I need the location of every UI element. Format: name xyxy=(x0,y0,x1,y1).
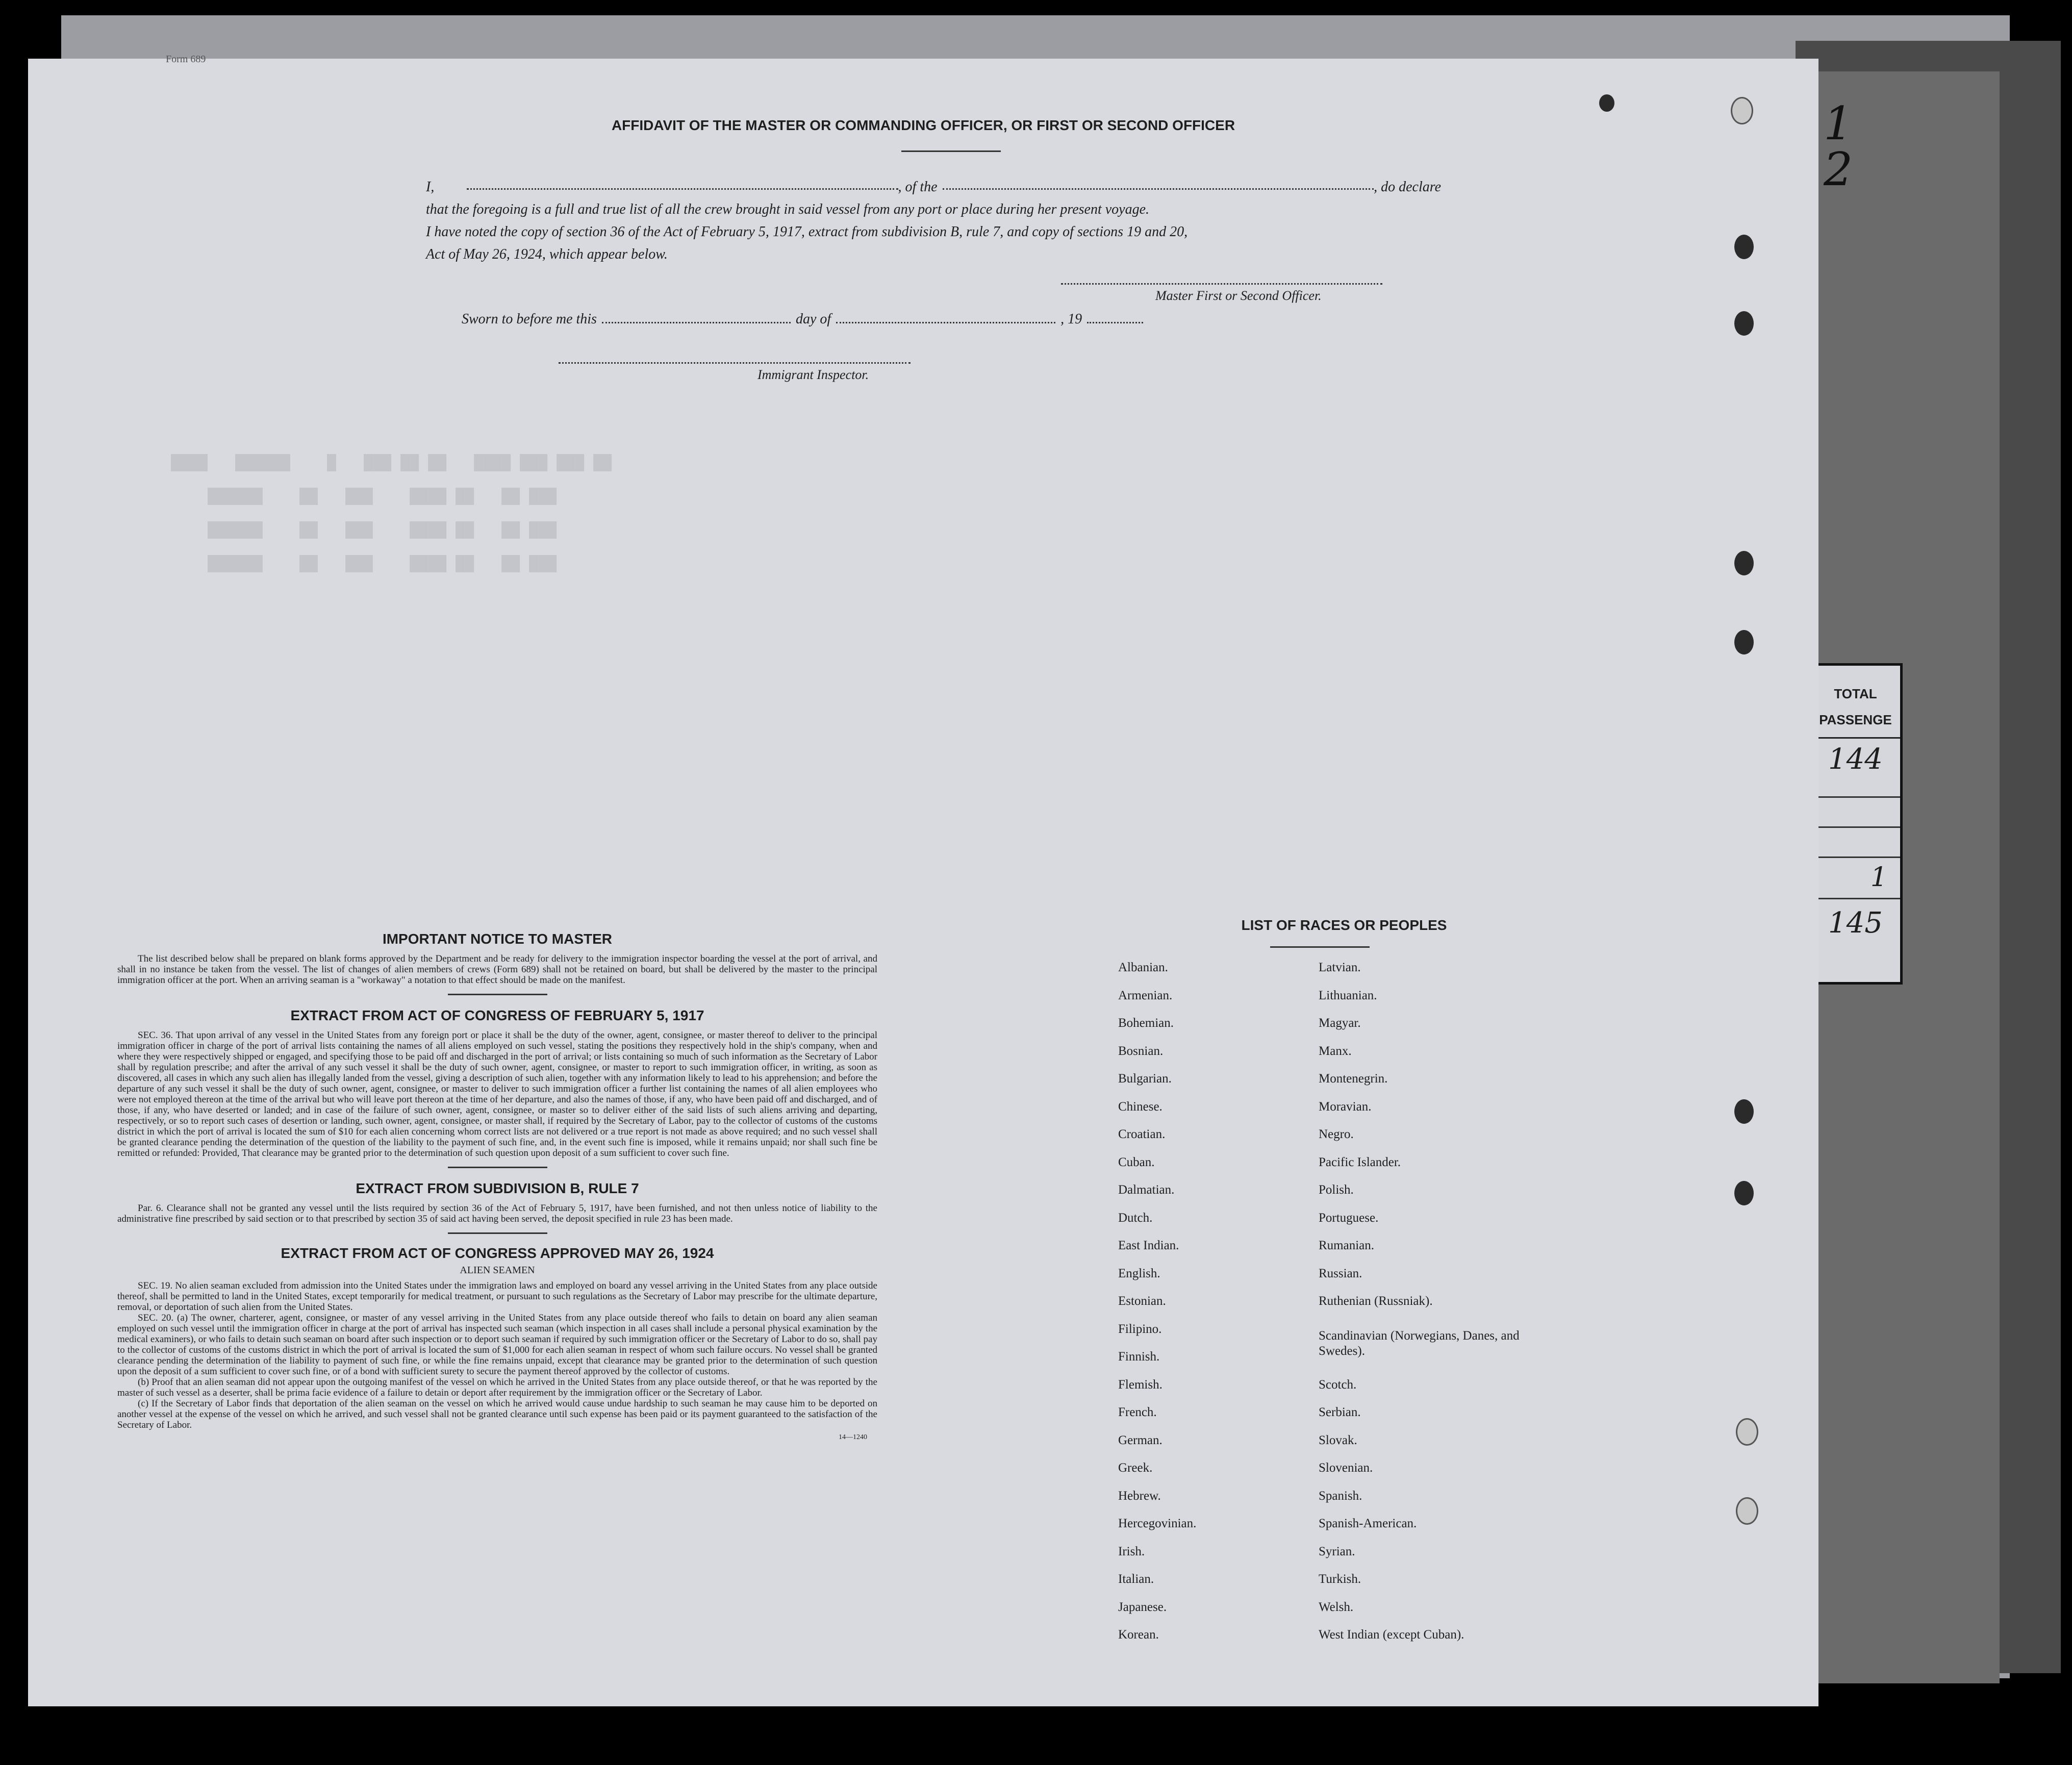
race-item: Scotch. xyxy=(1319,1377,1357,1392)
notices-column xyxy=(117,931,877,1442)
race-item: Finnish. xyxy=(1118,1350,1160,1364)
print-code: 14—1240 xyxy=(839,1433,867,1441)
race-item: Spanish. xyxy=(1319,1489,1362,1503)
race-item: Japanese. xyxy=(1118,1600,1167,1614)
binder-hole-icon xyxy=(1731,97,1753,124)
race-item: Ruthenian (Russniak). xyxy=(1319,1294,1433,1308)
race-item: Portuguese. xyxy=(1319,1211,1379,1225)
extract-1917-title: EXTRACT FROM ACT OF CONGRESS OF FEBRUARY 5, 1917 xyxy=(290,1007,704,1023)
race-item: East Indian. xyxy=(1118,1239,1179,1252)
race-item: Cuban. xyxy=(1118,1155,1155,1169)
race-item: Dutch. xyxy=(1118,1211,1153,1225)
race-item: Chinese. xyxy=(1118,1099,1163,1114)
race-item: Irish. xyxy=(1118,1544,1145,1558)
affidavit-line-4: Act of May 26, 1924, which appear below. xyxy=(426,246,668,262)
race-item: Hercegovinian. xyxy=(1118,1517,1197,1530)
sec20c-text: (c) If the Secretary of Labor finds that deportation of the alien seaman on the vessel on which he arrived would cause undue hardship to such seaman he may cause him to be deported on another vessel at the expense of the vessel on which he arrived, and such vessel shall not be granted clearance until such expense has been paid or its payment guaranteed to the satisfaction of the Secretary of Labor. xyxy=(117,1398,877,1430)
title-rule xyxy=(901,150,1001,152)
binder-hole-icon xyxy=(1734,630,1754,654)
extract-1924-subtitle: ALIEN SEAMEN xyxy=(460,1265,535,1276)
race-item: Dalmatian. xyxy=(1118,1183,1175,1197)
race-item: Lithuanian. xyxy=(1319,988,1377,1002)
race-item: Bohemian. xyxy=(1118,1016,1174,1030)
race-item: Albanian. xyxy=(1118,961,1168,974)
affidavit-line-2: that the foregoing is a full and true list of all the crew brought in said vessel from any port or place during her present voyage. xyxy=(426,201,1150,217)
declarant-name-field[interactable] xyxy=(467,176,898,190)
race-item: Italian. xyxy=(1118,1572,1154,1586)
race-item: Hebrew. xyxy=(1118,1489,1161,1503)
race-item: Polish. xyxy=(1319,1183,1354,1197)
vessel-name-field[interactable] xyxy=(943,176,1374,190)
race-item: Flemish. xyxy=(1118,1377,1163,1392)
race-item: Scandinavian (Norwegians, Danes, and Swedes). xyxy=(1319,1328,1520,1358)
notice-title: IMPORTANT NOTICE TO MASTER xyxy=(382,931,613,947)
race-item: West Indian (except Cuban). xyxy=(1319,1628,1464,1642)
binder-hole-icon xyxy=(1599,94,1614,112)
race-item: Negro. xyxy=(1319,1127,1354,1141)
race-item: Moravian. xyxy=(1319,1099,1372,1114)
extract-1917-text: SEC. 36. That upon arrival of any vessel in the United States from any foreign port or place it shall be the duty of the owner, agent, consignee, or master thereof to deliver to the principal immigration officer in charge of the port of arrival lists containing the names of all aliens employed on such vessel, stating the positions they respectively hold in the ship's company, when and where they were respectively shipped or engaged, and specifying those to be paid off and discharged in the port of arrival; or lists containing so much of such information as the Secretary of Labor shall by regulation prescribe; and after the arrival of any such vessel it shall be the duty of such owner, agent, consignee, or master to report to such immigration officer, in writing, as soon as discovered, all cases in which any such alien has illegally landed from the vessel, giving a description of such alien, together with any information likely to lead to his apprehension; and before the departure of any such vessel it shall be the duty of such owner, agent, consignee, or master to deliver to such immigration officer a further list containing the names of all alien employees who were not employed thereon at the time of the arrival but who will leave port thereon at the time of her departure, and also the names of those, if any, who have been paid off and discharged, and of those, if any, who have deserted or landed; and in case of the failure of such owner, agent, consignee, or master so to deliver either of the said lists of such aliens arriving and departing, respectively, or so to report such cases of desertion or landing, such owner, agent, consignee, or master shall, if required by the Secretary of Labor, pay to the collector of customs of the customs district in which the port of arrival is located the sum of $10 for each alien concerning whom correct lists are not delivered or a true report is not made as above required; and no such vessel shall be granted clearance pending the determination of the question of the liability to the payment of such fine, and, in the event such fine is imposed, while it remains unpaid; nor shall such fine be remitted or refunded: Provided, That clearance may be granted prior to the determination of such question upon deposit of a sum sufficient to cover such fine. xyxy=(117,1030,877,1158)
race-item: Croatian. xyxy=(1118,1127,1166,1141)
race-item: Bulgarian. xyxy=(1118,1072,1172,1086)
race-item: Greek. xyxy=(1118,1461,1153,1475)
race-item: Slovak. xyxy=(1319,1433,1357,1447)
master-signature-field[interactable] xyxy=(1061,283,1382,285)
affidavit-title: AFFIDAVIT OF THE MASTER OR COMMANDING OFFICER, OR FIRST OR SECOND OFFICER xyxy=(611,117,1235,133)
binder-hole-icon xyxy=(1736,1497,1758,1525)
total-passengers-box xyxy=(1808,663,1903,985)
notice-text: The list described below shall be prepared on blank forms approved by the Department and be ready for delivery to the immigration inspector boarding the vessel at the port of arrival, and shall in no instance be taken from the vessel. The list of changes of alien members of crews (Form 689) shall not be retained on board, but shall be delivered by the master to the principal immigration officer at the port. When an arriving seaman is a "workaway" a notation to that effect should be made on the manifest. xyxy=(117,953,877,986)
races-left-column xyxy=(1118,961,1271,1656)
passbox-value-144: 144 xyxy=(1828,743,1883,776)
inspector-label: Immigrant Inspector. xyxy=(757,367,869,382)
race-item: Russian. xyxy=(1319,1266,1362,1280)
race-item: English. xyxy=(1118,1266,1160,1280)
master-signature-label: Master First or Second Officer. xyxy=(1155,288,1322,303)
binder-hole-icon xyxy=(1734,311,1754,336)
margin-mark-1: 1 xyxy=(1824,97,1853,150)
races-rule xyxy=(1270,946,1370,948)
extract-1924-title: EXTRACT FROM ACT OF CONGRESS APPROVED MAY 26, 1924 xyxy=(281,1245,714,1261)
race-item: Rumanian. xyxy=(1319,1239,1375,1252)
race-item: Magyar. xyxy=(1319,1016,1361,1030)
race-item: Korean. xyxy=(1118,1628,1159,1642)
sec20a-text: SEC. 20. (a) The owner, charterer, agent, consignee, or master of any vessel arriving in the United States from any place outside thereof who fails to detain on board any alien seaman employed on such vessel until the immigration officer in charge at the port of arrival has inspected such seaman (which inspection in all cases shall include a personal physical examination by the medical examiners), or who fails to detain such seaman on board after such inspection or to deport such seaman if required by such immigration officer or the Secretary of Labor to do so, shall pay to the collector of customs of the customs district in which the port of arrival is located the sum of $1,000 for each alien seaman in respect of whom such failure occurs. No vessel shall be granted clearance pending the determination of the liability to payment of such fine, or while the fine remains unpaid, except that clearance may be granted prior to the determination of such question upon the deposit of a sum sufficient to cover such fine, or of a bond with sufficient surety to secure the payment thereof approved by the collector of customs. xyxy=(117,1313,877,1377)
binder-hole-icon xyxy=(1736,1418,1758,1446)
binder-hole-icon xyxy=(1734,235,1754,259)
race-item: Filipino. xyxy=(1118,1322,1162,1336)
passbox-header-passengers: PASSENGE xyxy=(1819,712,1892,727)
race-item: Pacific Islander. xyxy=(1319,1155,1401,1169)
sec19-text: SEC. 19. No alien seaman excluded from admission into the United States under the immigration laws and employed on board any vessel arriving in the United States from any place outside thereof, shall be permitted to land in the United States, except temporarily for medical treatment, or pursuant to such regulations as the Secretary of Labor may prescribe for the ultimate departure, removal, or deportation of such alien from the United States. xyxy=(117,1280,877,1313)
race-item: Estonian. xyxy=(1118,1294,1166,1308)
races-title: LIST OF RACES OR PEOPLES xyxy=(1241,917,1447,933)
affidavit-declaration: I, , of the , do declare that the foregoing is a full and true list of all the crew brought in said vessel from any port or place during her present voyage. I have noted the copy of section 36 of the Act of February 5, 1917, extract from subdivision B, rule 7, and copy of sections 19 and 20, Act of May 26, 1924, which appear below. xyxy=(426,176,1441,266)
race-item: Montenegrin. xyxy=(1319,1072,1388,1086)
form-number: Form 689 xyxy=(166,54,206,65)
sworn-date-field[interactable] xyxy=(602,322,791,323)
race-item: Latvian. xyxy=(1319,961,1361,974)
sworn-line: Sworn to before me this day of , 19 xyxy=(462,311,1201,327)
race-item: Bosnian. xyxy=(1118,1044,1164,1058)
race-item: Welsh. xyxy=(1319,1600,1354,1614)
race-item: Spanish-American. xyxy=(1319,1517,1417,1530)
margin-mark-2: 2 xyxy=(1824,143,1853,196)
bleed-through-rows: ████ ██████ █ ███ ██ ██ ████ ███ ███ ██ ██████ ██ ███ ████ ██ ██ ███ ██████ ██ ███ ████ ██ ██ ███ ██████ ██ ███ ████ ██ ██ ███ xyxy=(171,455,612,573)
affidavit-line-3: I have noted the copy of section 36 of the Act of February 5, 1917, extract from subdivision B, rule 7, and copy of sections 19 and 20, xyxy=(426,224,1188,240)
sworn-month-field[interactable] xyxy=(836,322,1055,323)
race-item: German. xyxy=(1118,1433,1163,1447)
passbox-header-total: TOTAL xyxy=(1834,686,1877,701)
race-item: Manx. xyxy=(1319,1044,1352,1058)
passbox-value-145: 145 xyxy=(1828,906,1883,940)
affidavit-page xyxy=(28,54,1818,1706)
passbox-value-1: 1 xyxy=(1870,862,1887,893)
races-right-column xyxy=(1319,961,1533,1656)
extract-rule7-text: Par. 6. Clearance shall not be granted any vessel until the lists required by section 36 of the Act of February 5, 1917, have been furnished, and not then unless notice of liability to the administrative fine prescribed by said section or to that prescribed by section 35 of said act having been served, the deposit specified in rule 23 has been made. xyxy=(117,1203,877,1224)
binder-hole-icon xyxy=(1734,1181,1754,1205)
binder-hole-icon xyxy=(1734,1099,1754,1124)
race-item: Armenian. xyxy=(1118,988,1173,1002)
inspector-signature-field[interactable] xyxy=(559,362,911,364)
race-item: Syrian. xyxy=(1319,1544,1355,1558)
race-item: Turkish. xyxy=(1319,1572,1361,1586)
binder-hole-icon xyxy=(1734,551,1754,575)
extract-rule7-title: EXTRACT FROM SUBDIVISION B, RULE 7 xyxy=(356,1180,639,1196)
race-item: Slovenian. xyxy=(1319,1461,1373,1475)
race-item: Serbian. xyxy=(1319,1405,1361,1419)
sworn-year-field[interactable] xyxy=(1087,322,1143,323)
race-item: French. xyxy=(1118,1405,1157,1419)
sec20b-text: (b) Proof that an alien seaman did not appear upon the outgoing manifest of the vessel on which he arrived in the United States from any place outside thereof, or that he was reported by the master of such vessel as a deserter, shall be prima facie evidence of a failure to detain or deport after requirement by the immigration officer or the Secretary of Labor. xyxy=(117,1377,877,1398)
